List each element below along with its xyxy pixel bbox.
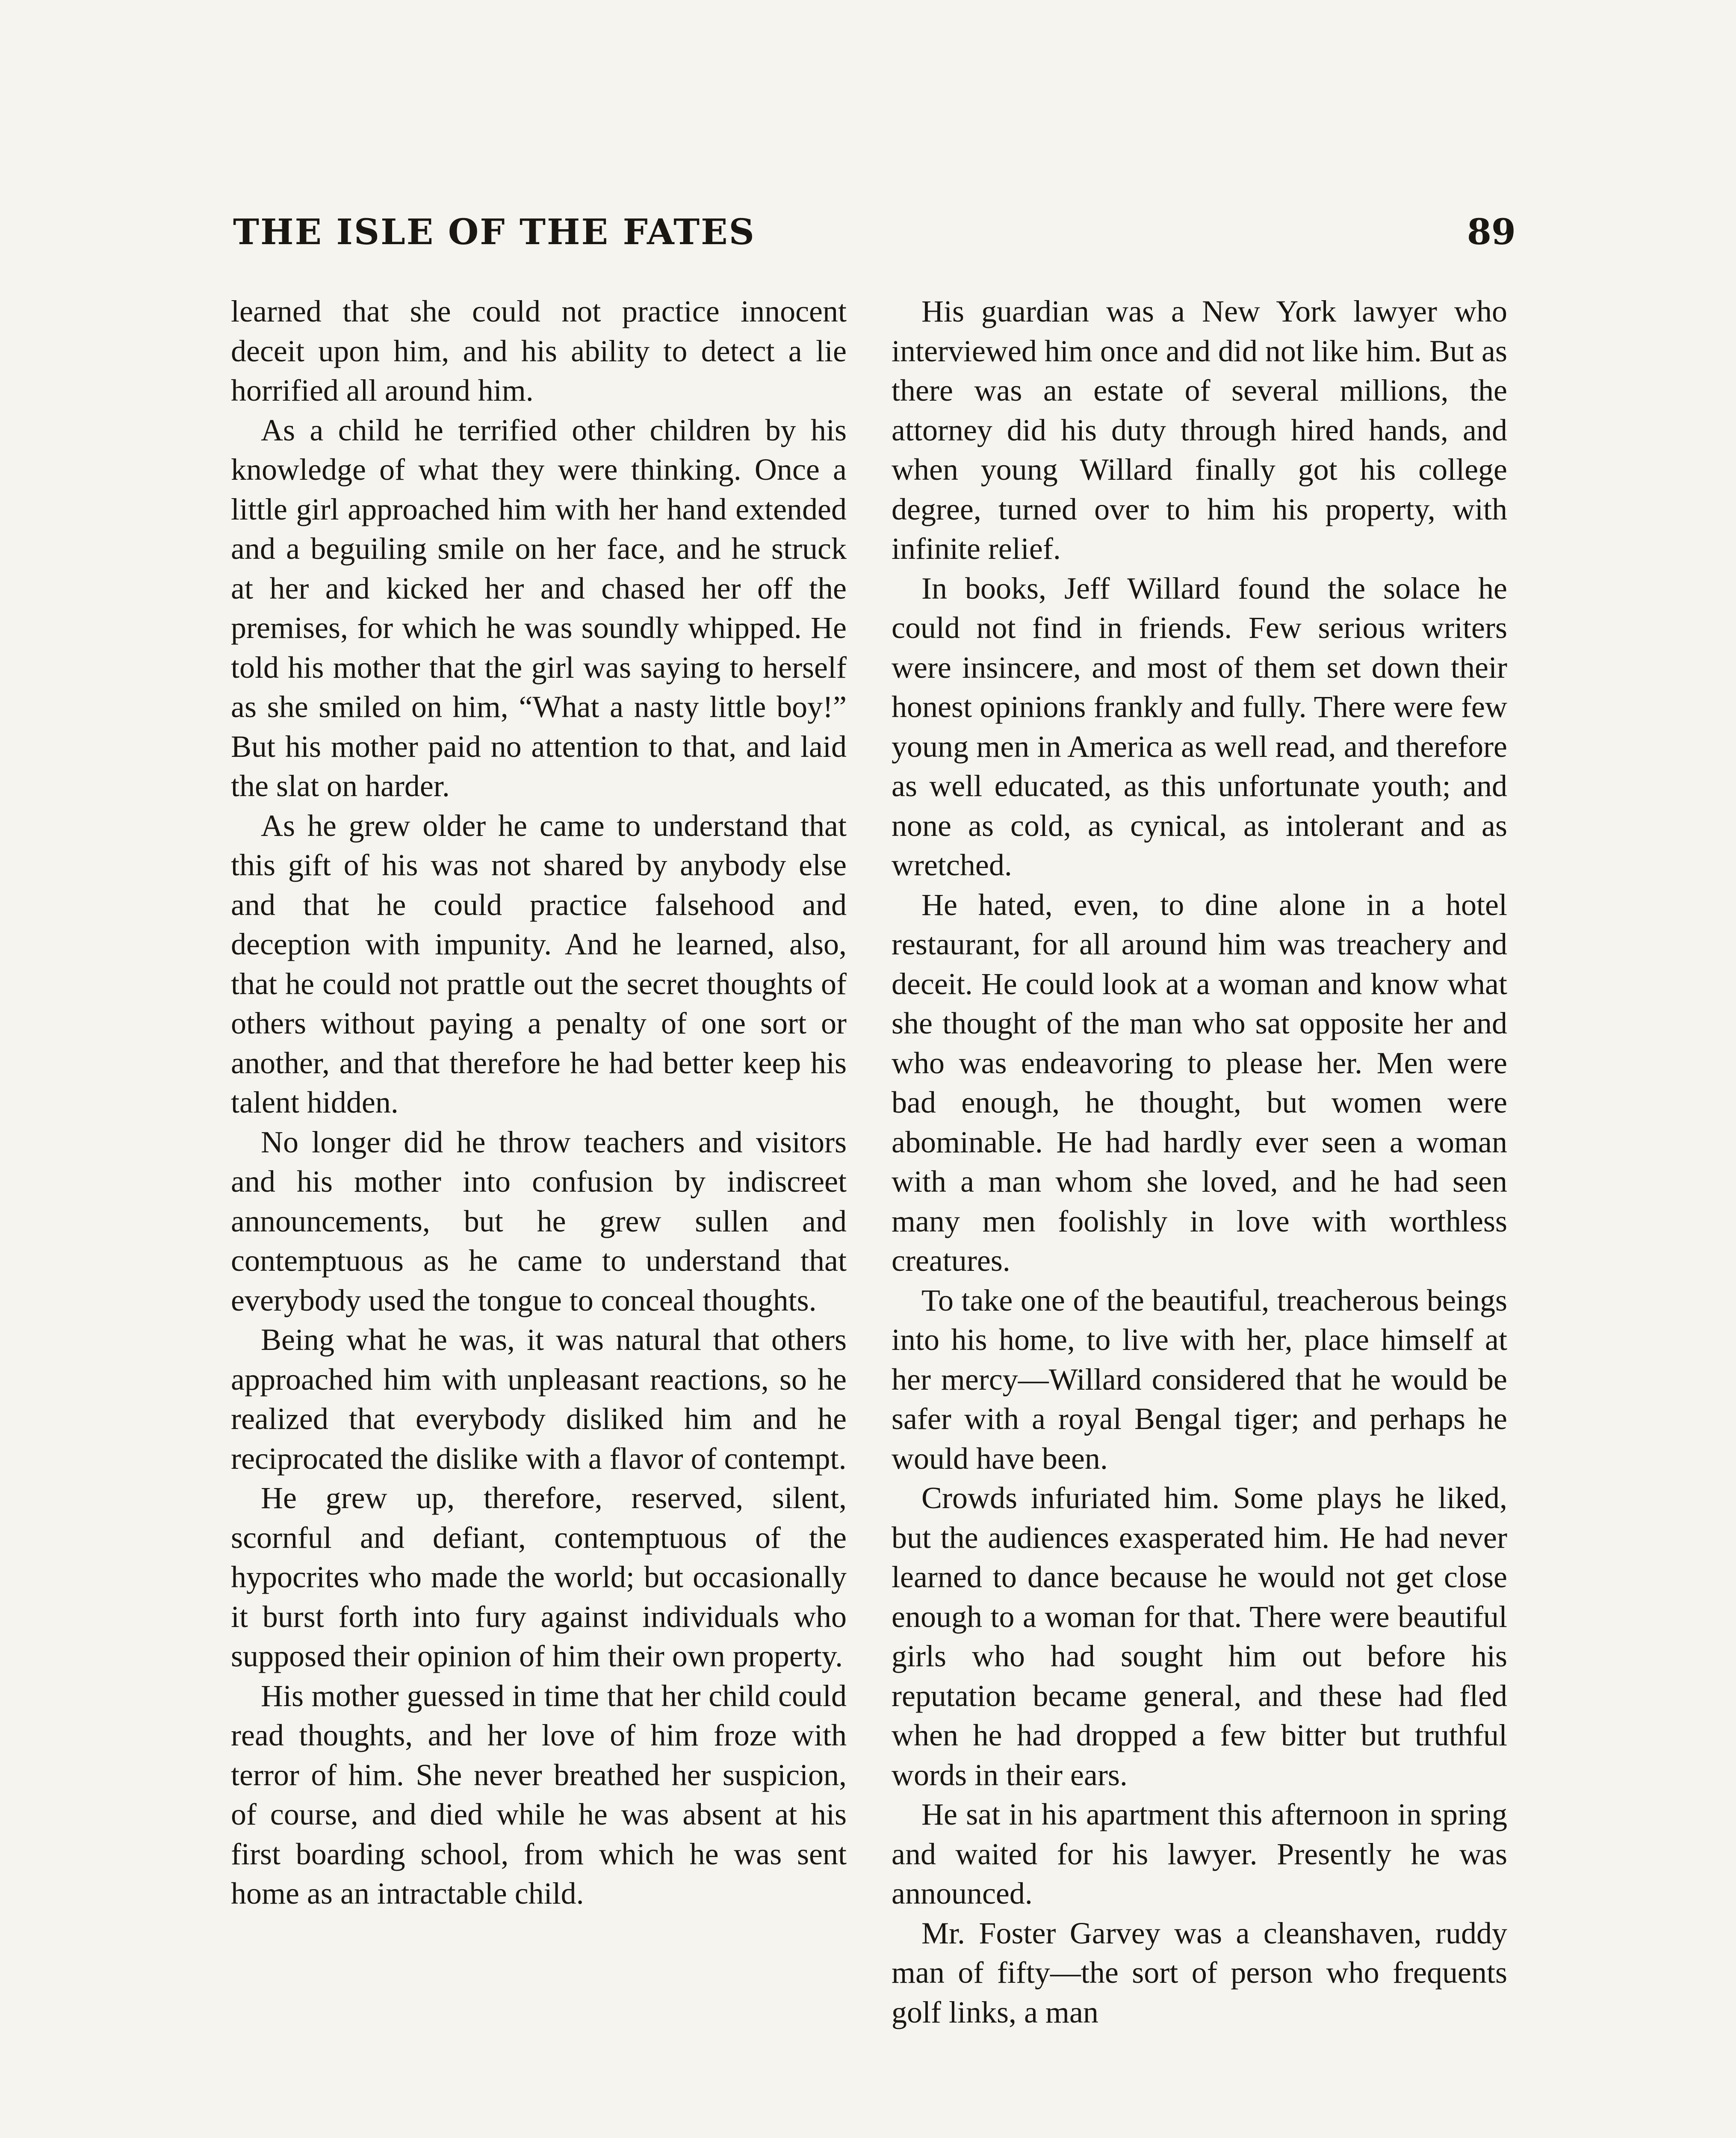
paragraph: He sat in his apartment this afternoon in spring and waited for his lawyer. Presently he was announced.	[892, 1797, 1507, 1911]
paragraph: Crowds infuriated him. Some plays he liked, but the audiences exasperated him. He had never learned to dance because he would not get close enough to a woman for that. There were beautiful girls who had sought him out before his reputation became general, and these had fled when he had dropped a few bitter but truthful words in their ears.	[892, 1481, 1507, 1792]
paragraph: To take one of the beautiful, treacherous beings into his home, to live with her, place himself at her mercy—Willard considered that he would be safer with a royal Bengal tiger; and perhaps he would have been.	[892, 1283, 1507, 1476]
paragraph: learned that she could not practice innocent deceit upon him, and his ability to detect a lie horrified all around him.	[231, 294, 847, 408]
paragraph: He grew up, therefore, reserved, silent, scornful and defiant, contemptuous of the hypocrites who made the world; but occasionally it burst forth into fury against individuals who supposed their opinion of him their own property.	[231, 1481, 847, 1673]
paragraph: No longer did he throw teachers and visitors and his mother into confusion by indiscreet announcements, but he grew sullen and contemptuous as he came to understand that everybody used the tongue to conceal thoughts.	[231, 1125, 847, 1317]
paragraph: Being what he was, it was natural that others approached him with unpleasant reactions, so he realized that everybody disliked him and he reciprocated the dislike with a flavor of contempt.	[231, 1323, 847, 1476]
paragraph: In books, Jeff Willard found the solace he could not find in friends. Few serious writers were insincere, and most of them set down their honest opinions frankly and fully. There were few young men in America as well read, and therefore as well educated, as this unfortunate youth; and none as cold, as cynical, as intolerant and as wretched.	[892, 571, 1507, 882]
paragraph: Mr. Foster Garvey was a cleanshaven, ruddy man of fifty—the sort of person who frequents golf links, a man	[892, 1916, 1507, 2029]
text-column-left	[231, 292, 847, 1914]
paragraph: His guardian was a New York lawyer who interviewed him once and did not like him. But as there was an estate of several millions, the attorney did his duty through hired hands, and when young Willard finally got his college degree, turned over to him his property, with infinite relief.	[892, 294, 1507, 566]
paragraph: His mother guessed in time that her child could read thoughts, and her love of him froze with terror of him. She never breathed her suspicion, of course, and died while he was absent at his first boarding school, from which he was sent home as an intractable child.	[231, 1678, 847, 1911]
page-header	[233, 209, 1516, 256]
text-column-right	[892, 292, 1507, 2032]
paragraph: As he grew older he came to understand that this gift of his was not shared by anybody else and that he could practice falsehood and deception with impunity. And he learned, also, that he could not prattle out the secret thoughts of others without paying a penalty of one sort or another, and that therefore he had better keep his talent hidden.	[231, 808, 847, 1119]
paragraph: As a child he terrified other children by his knowledge of what they were thinking. Once a little girl approached him with her hand extended and a beguiling smile on her face, and he struck at her and kicked her and chased her off the premises, for which he was soundly whipped. He told his mother that the girl was saying to herself as she smiled on him, “What a nasty little boy!” But his mother paid no attention to that, and laid the slat on harder.	[231, 413, 847, 803]
paragraph: He hated, even, to dine alone in a hotel restaurant, for all around him was treachery and deceit. He could look at a woman and know what she thought of the man who sat opposite her and who was endeavoring to please her. Men were bad enough, he thought, but women were abominable. He had hardly ever seen a woman with a man whom she loved, and he had seen many men foolishly in love with worthless creatures.	[892, 887, 1507, 1278]
running-title: THE ISLE OF THE FATES	[233, 212, 756, 253]
page-number: 89	[1467, 212, 1516, 253]
